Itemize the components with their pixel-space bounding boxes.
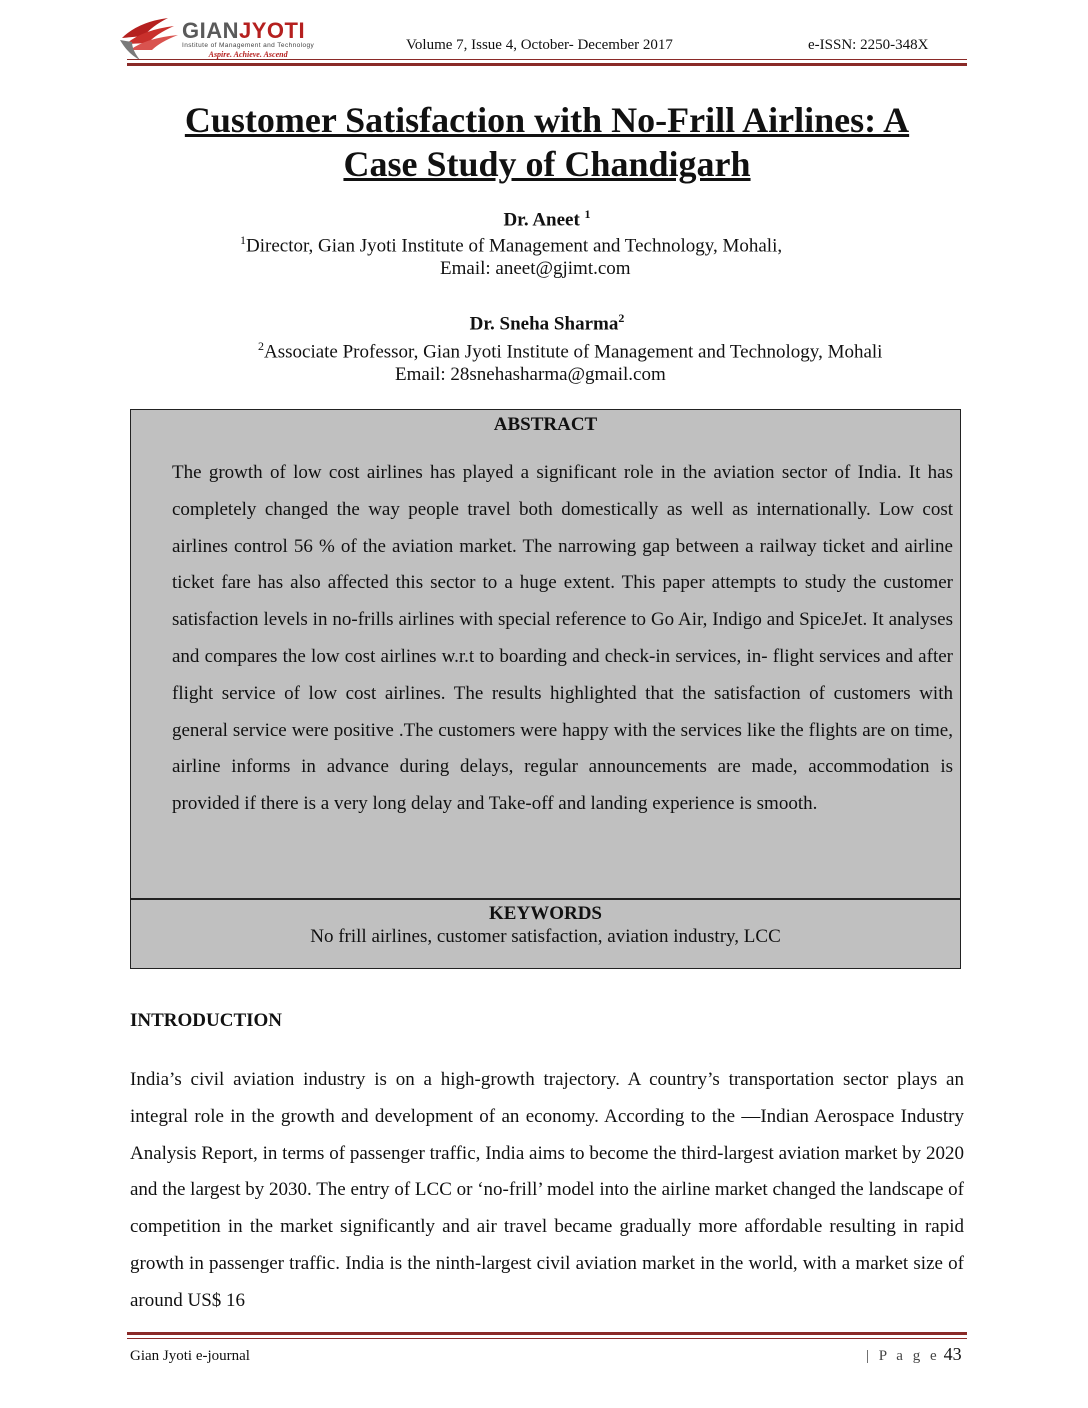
logo-tagline: Aspire. Achieve. Ascend <box>208 50 288 59</box>
footer-page-number: | P a g e 43 <box>866 1344 962 1364</box>
author-1-affiliation: $^1$Director, Gian Jyoti Institute of Management and Technology, Mohali, <box>240 233 783 257</box>
footer-rule-thin <box>127 1338 967 1339</box>
introduction-text: India’s civil aviation industry is on a high-growth trajectory. A country’s transportation sector plays an integral role in the growth and development of an economy. According to the ―Indian Aerospace Industry Analysis Report, in terms of passenger traffic, India aims to become the third-largest aviation market by 2020 and the largest by 2030. The entry of LCC or ‘no-frill’ model into the airline market changed the landscape of competition in the market significantly and air travel became gradually more affordable resulting in rapid growth in passenger traffic. India is the ninth-largest civil aviation market in the world, with a market size of around US$ 16 <box>130 1069 964 1311</box>
paper-title: Customer Satisfaction with No-Frill Airlines: A Case Study of Chandigarh <box>184 100 910 184</box>
author-1-email: Email: aneet@gjimt.com <box>440 258 631 279</box>
footer-rule-thick <box>127 1332 967 1335</box>
volume-info: Volume 7, Issue 4, October- December 2017 <box>406 37 673 53</box>
author-2-name: Dr. Sneha Sharma$^2$ <box>469 311 625 335</box>
keywords-text: No frill airlines, customer satisfaction, aviation industry, LCC <box>310 926 781 947</box>
header-rule-thin <box>127 59 967 60</box>
journal-logo <box>118 16 338 62</box>
abstract-text: The growth of low cost airlines has played a significant role in the aviation sector of India. It has completely changed the way people travel both domestically as well as internationally. Low cost airlines control 56 % of the aviation market. The narrowing gap between a railway ticket and airline ticket fare has also affected this sector to a huge extent. This paper attempts to study the customer satisfaction levels in no-frills airlines with special reference to Go Air, Indigo and SpiceJet. It analyses and compares the low cost airlines w.r.t to boarding and check-in services, in- flight services and after flight service of low cost airlines. The results highlighted that the satisfaction of customers with general service were positive .The customers were happy with the services like the flights are on time, airline informs in advance during delays, regular announcements are made, accommodation is provided if there is a very long delay and Take-off and landing experience is smooth. <box>172 462 953 815</box>
header-rule-thick <box>127 63 967 66</box>
abstract-heading: ABSTRACT <box>493 414 598 435</box>
author-2-affiliation: $^2$Associate Professor, Gian Jyoti Institute of Management and Technology, Mohali <box>258 339 883 363</box>
keywords-heading: KEYWORDS <box>489 903 602 924</box>
author-2-email: Email: 28snehasharma@gmail.com <box>395 364 666 385</box>
footer-journal-name: Gian Jyoti e-journal <box>130 1348 250 1364</box>
author-1-name: Dr. Aneet $^1$ <box>503 207 591 231</box>
wing-logo-icon <box>118 16 180 62</box>
logo-institute: Institute of Management and Technology <box>182 42 315 49</box>
logo-name: GIANJYOTI <box>182 18 306 43</box>
abstract-box <box>130 409 961 969</box>
abstract-divider <box>131 898 960 900</box>
issn-info: e-ISSN: 2250-348X <box>808 37 929 53</box>
introduction-heading: INTRODUCTION <box>130 1010 283 1031</box>
